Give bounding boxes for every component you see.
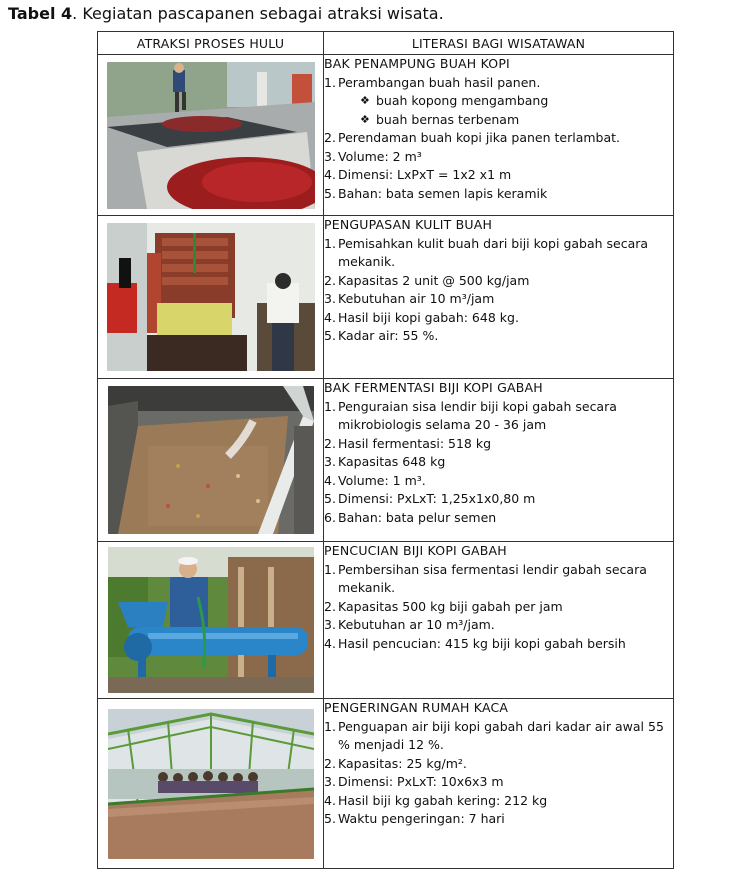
description-cell xyxy=(324,542,674,699)
description-cell xyxy=(324,699,674,869)
diamond-bullet-icon: ❖ xyxy=(360,94,370,107)
photo-fermentation-tank xyxy=(108,386,314,534)
item-number: 4. xyxy=(324,792,336,808)
item-text: Pemisahkan kulit buah dari biji kopi gabah secara mekanik. xyxy=(338,235,649,269)
list-item xyxy=(324,490,673,509)
list-item xyxy=(324,509,673,528)
item-list xyxy=(324,74,673,204)
list-item xyxy=(324,129,673,148)
sub-item xyxy=(360,111,673,130)
photo-greenhouse-dryer xyxy=(108,709,314,859)
item-number: 3. xyxy=(324,148,336,164)
row-title: PENCUCIAN BIJI KOPI GABAH xyxy=(324,543,507,558)
item-text: Kadar air: 55 %. xyxy=(338,328,439,343)
item-number: 1. xyxy=(324,74,336,90)
list-item xyxy=(324,773,673,792)
list-item xyxy=(324,435,673,454)
caption-label: Tabel 4 xyxy=(8,4,73,23)
photo-cell xyxy=(98,699,324,869)
item-number: 5. xyxy=(324,811,336,826)
item-number: 1. xyxy=(324,718,336,734)
item-text: Dimensi: PxLxT: 1,25x1x0,80 m xyxy=(338,491,536,506)
sub-item xyxy=(360,92,673,111)
sub-item-text: buah bernas terbenam xyxy=(376,111,520,127)
item-number: 3. xyxy=(324,617,336,632)
table-row xyxy=(98,379,674,542)
item-text: Hasil biji kopi gabah: 648 kg. xyxy=(338,309,519,325)
caption-text: . Kegiatan pascapanen sebagai atraksi wisata. xyxy=(72,4,444,23)
item-text: Kebutuhan air 10 m³/jam xyxy=(338,291,495,306)
item-list xyxy=(324,235,673,346)
item-text: Bahan: bata semen lapis keramik xyxy=(338,185,548,201)
item-number: 2. xyxy=(324,272,336,288)
item-text: Hasil fermentasi: 518 kg xyxy=(338,435,492,451)
item-list xyxy=(324,561,673,654)
table-row xyxy=(98,542,674,699)
item-text: Penguraian sisa lendir biji kopi gabah secara mikrobiologis selama 20 - 36 jam xyxy=(338,398,617,432)
item-number: 4. xyxy=(324,635,336,651)
item-text: Volume: 1 m³. xyxy=(338,472,426,488)
table-row xyxy=(98,699,674,869)
diamond-bullet-icon: ❖ xyxy=(360,112,370,126)
list-item xyxy=(324,166,673,185)
list-item xyxy=(324,810,673,829)
item-number: 1. xyxy=(324,398,336,414)
item-number: 4. xyxy=(324,167,336,182)
list-item xyxy=(324,598,673,617)
item-text: Kapasitas 500 kg biji gabah per jam xyxy=(338,598,563,614)
photo-cell xyxy=(98,379,324,542)
table-caption xyxy=(8,4,444,24)
item-number: 5. xyxy=(324,328,336,343)
list-item xyxy=(324,327,673,346)
table-row xyxy=(98,216,674,379)
list-item xyxy=(324,148,673,167)
header-row xyxy=(98,32,674,55)
header-col2: LITERASI BAGI WISATAWAN xyxy=(324,32,674,55)
item-number: 5. xyxy=(324,491,336,506)
item-text: Kapasitas 2 unit @ 500 kg/jam xyxy=(338,272,530,288)
list-item xyxy=(324,290,673,309)
item-text: Hasil pencucian: 415 kg biji kopi gabah bersih xyxy=(338,635,626,651)
item-number: 1. xyxy=(324,235,336,251)
list-item xyxy=(324,235,673,272)
item-text: Hasil biji kg gabah kering: 212 kg xyxy=(338,792,548,808)
photo-cell xyxy=(98,216,324,379)
item-text: Kebutuhan ar 10 m³/jam. xyxy=(338,617,495,632)
item-text: Kapasitas 648 kg xyxy=(338,454,446,469)
item-text: Pembersihan sisa fermentasi lendir gabah secara mekanik. xyxy=(338,561,647,595)
item-list xyxy=(324,398,673,528)
item-text: Bahan: bata pelur semen xyxy=(338,509,497,525)
item-number: 4. xyxy=(324,472,336,488)
photo-washing-machine xyxy=(108,547,314,693)
list-item xyxy=(324,718,673,755)
item-number: 2. xyxy=(324,435,336,451)
item-number: 3. xyxy=(324,291,336,306)
item-text: Penguapan air biji kopi gabah dari kadar air awal 55 % menjadi 12 %. xyxy=(338,718,664,752)
row-title: PENGERINGAN RUMAH KACA xyxy=(324,700,509,715)
list-item xyxy=(324,185,673,204)
item-number: 4. xyxy=(324,309,336,325)
item-number: 2. xyxy=(324,130,336,145)
sub-list xyxy=(338,92,673,129)
list-item xyxy=(324,272,673,291)
description-cell xyxy=(324,379,674,542)
list-item xyxy=(324,74,673,130)
row-title: BAK PENAMPUNG BUAH KOPI xyxy=(324,56,510,71)
item-text: Perambangan buah hasil panen. xyxy=(338,74,541,90)
row-title: PENGUPASAN KULIT BUAH xyxy=(324,217,493,232)
photo-cell xyxy=(98,542,324,699)
item-number: 1. xyxy=(324,561,336,577)
list-item xyxy=(324,635,673,654)
item-text: Volume: 2 m³ xyxy=(338,148,422,164)
header-col1: ATRAKSI PROSES HULU xyxy=(98,32,324,55)
item-number: 2. xyxy=(324,755,336,771)
item-text: Dimensi: PxLxT: 10x6x3 m xyxy=(338,774,504,789)
description-cell xyxy=(324,55,674,216)
item-number: 3. xyxy=(324,454,336,469)
description-cell xyxy=(324,216,674,379)
list-item xyxy=(324,453,673,472)
row-title: BAK FERMENTASI BIJI KOPI GABAH xyxy=(324,380,543,395)
list-item xyxy=(324,616,673,635)
list-item xyxy=(324,792,673,811)
item-list xyxy=(324,718,673,829)
item-text: Waktu pengeringan: 7 hari xyxy=(338,811,505,826)
item-text: Kapasitas: 25 kg/m². xyxy=(338,755,467,771)
item-text: Perendaman buah kopi jika panen terlambat. xyxy=(338,130,621,145)
photo-pulping-machine xyxy=(107,223,315,371)
item-text: Dimensi: LxPxT = 1x2 x1 m xyxy=(338,167,512,182)
list-item xyxy=(324,472,673,491)
list-item xyxy=(324,755,673,774)
item-number: 5. xyxy=(324,185,336,201)
photo-cell xyxy=(98,55,324,216)
photo-coffee-cherry-tank xyxy=(107,62,315,209)
list-item xyxy=(324,561,673,598)
item-number: 6. xyxy=(324,509,336,525)
post-harvest-table xyxy=(97,31,674,869)
sub-item-text: buah kopong mengambang xyxy=(376,93,549,108)
list-item xyxy=(324,398,673,435)
item-number: 2. xyxy=(324,598,336,614)
table-row xyxy=(98,55,674,216)
item-number: 3. xyxy=(324,774,336,789)
list-item xyxy=(324,309,673,328)
